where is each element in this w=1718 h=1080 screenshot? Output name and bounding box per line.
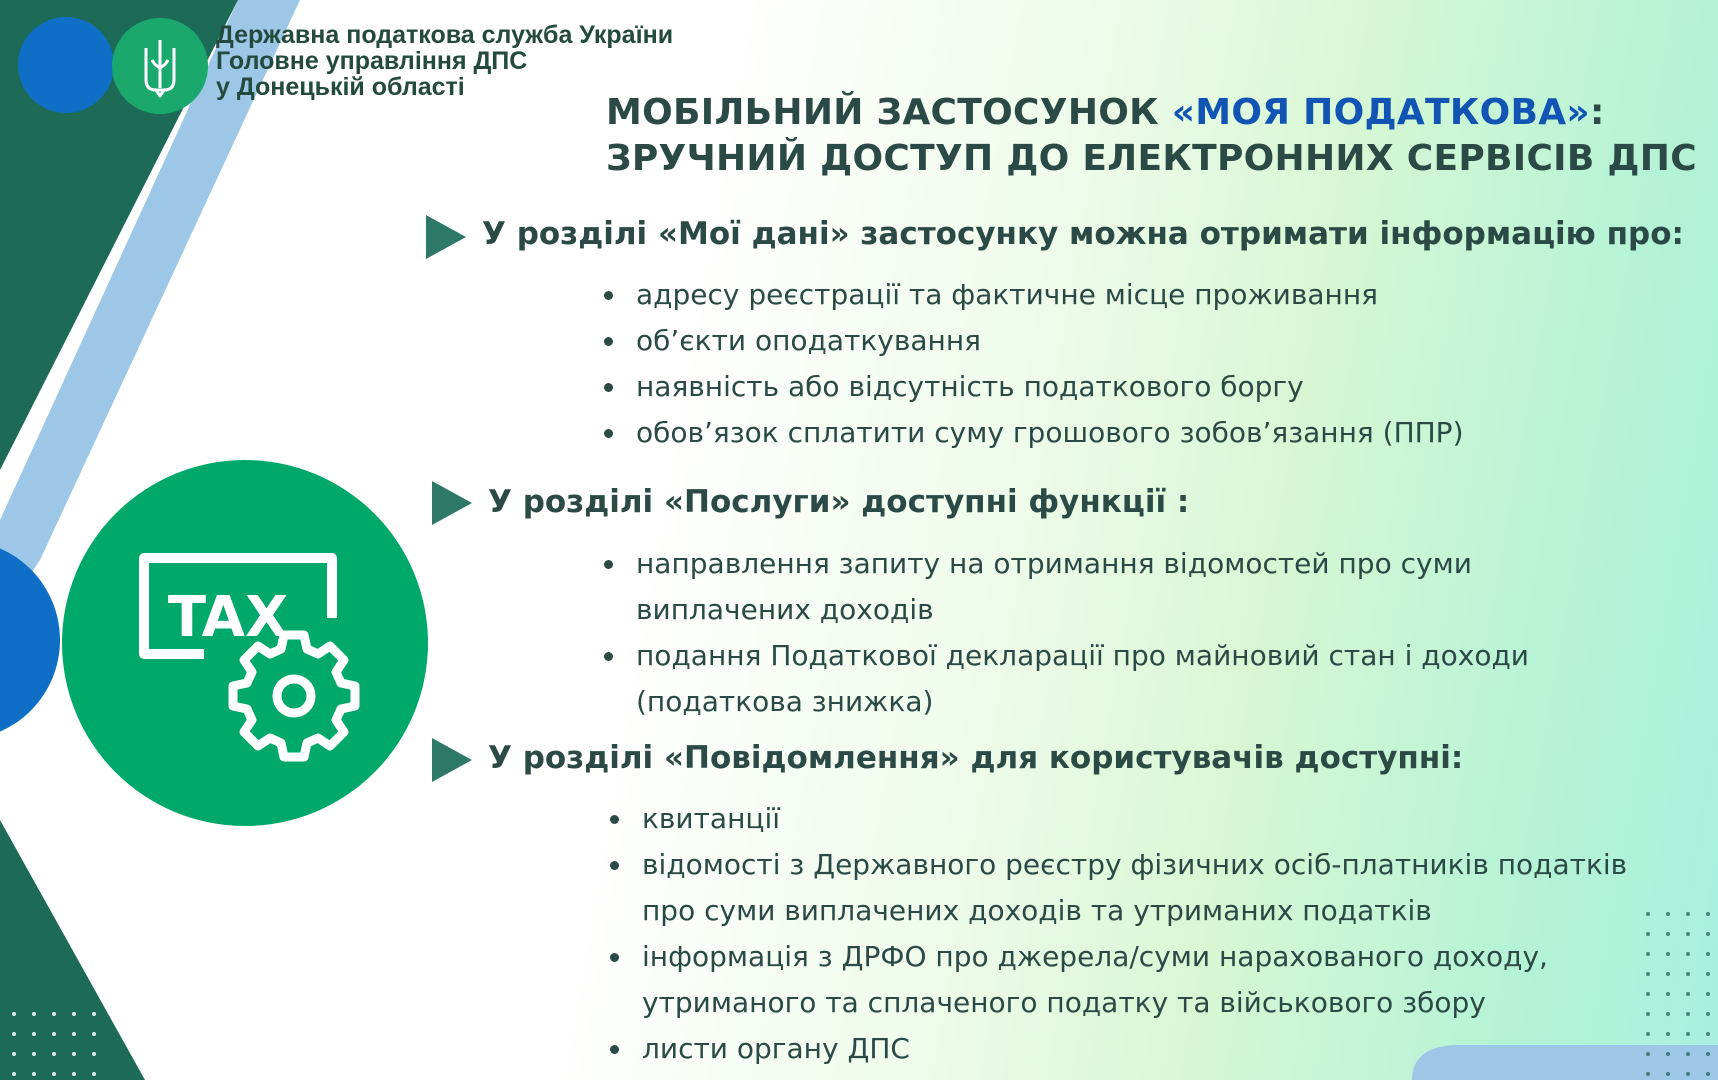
section-1-list	[604, 272, 1464, 456]
list-item: відомості з Державного реєстру фізичних осіб-платників податків	[610, 842, 1627, 888]
list-item: подання Податкової декларації про майновий стан і доходи	[604, 633, 1529, 679]
title-part-1: МОБІЛЬНИЙ ЗАСТОСУНОК	[606, 92, 1172, 133]
section-3-arrow-icon	[432, 738, 472, 782]
list-item: адресу реєстрації та фактичне місце проживання	[604, 272, 1464, 318]
list-item: наявність або відсутність податкового боргу	[604, 364, 1464, 410]
tax-gear-icon	[62, 458, 428, 828]
organization-header	[216, 22, 673, 100]
list-item-continuation: про суми виплачених доходів та утриманих податків	[642, 894, 1432, 927]
section-2-list	[604, 541, 1529, 725]
list-item-continuation: виплачених доходів	[636, 593, 934, 626]
trident-icon	[112, 18, 208, 114]
section-1-heading: У розділі «Мої дані» застосунку можна отримати інформацію про:	[482, 216, 1684, 252]
title-highlight: «МОЯ ПОДАТКОВА»	[1171, 92, 1590, 133]
page-title	[606, 90, 1706, 182]
title-part-2: :	[1589, 92, 1605, 133]
list-item: квитанції	[610, 796, 1627, 842]
list-item-continuation: (податкова знижка)	[636, 685, 934, 718]
list-item: обов’язок сплатити суму грошового зобов’язання (ППР)	[604, 410, 1464, 456]
tax-label: TAX	[167, 585, 289, 650]
section-1-arrow-icon	[426, 215, 466, 259]
title-line-1	[606, 90, 1706, 136]
header-line-2: Головне управління ДПС	[216, 47, 528, 75]
title-line-2: ЗРУЧНИЙ ДОСТУП ДО ЕЛЕКТРОННИХ СЕРВІСІВ ДПС	[606, 138, 1697, 179]
list-item: листи органу ДПС	[610, 1026, 1627, 1072]
list-item: об’єкти оподаткування	[604, 318, 1464, 364]
section-3-list	[610, 796, 1627, 1072]
list-item: направлення запиту на отримання відомостей про суми	[604, 541, 1529, 587]
header-line-3: у Донецькій області	[216, 73, 465, 101]
list-item-continuation: утриманого та сплаченого податку та військового збору	[642, 986, 1486, 1019]
section-2-arrow-icon	[432, 481, 472, 525]
section-3-heading: У розділі «Повідомлення» для користувачів доступні:	[488, 740, 1464, 776]
section-2-heading: У розділі «Послуги» доступні функції :	[488, 484, 1190, 520]
emblem-badge	[112, 18, 208, 114]
list-item: інформація з ДРФО про джерела/суми нарахованого доходу,	[610, 934, 1627, 980]
header-line-1: Державна податкова служба України	[216, 21, 674, 49]
